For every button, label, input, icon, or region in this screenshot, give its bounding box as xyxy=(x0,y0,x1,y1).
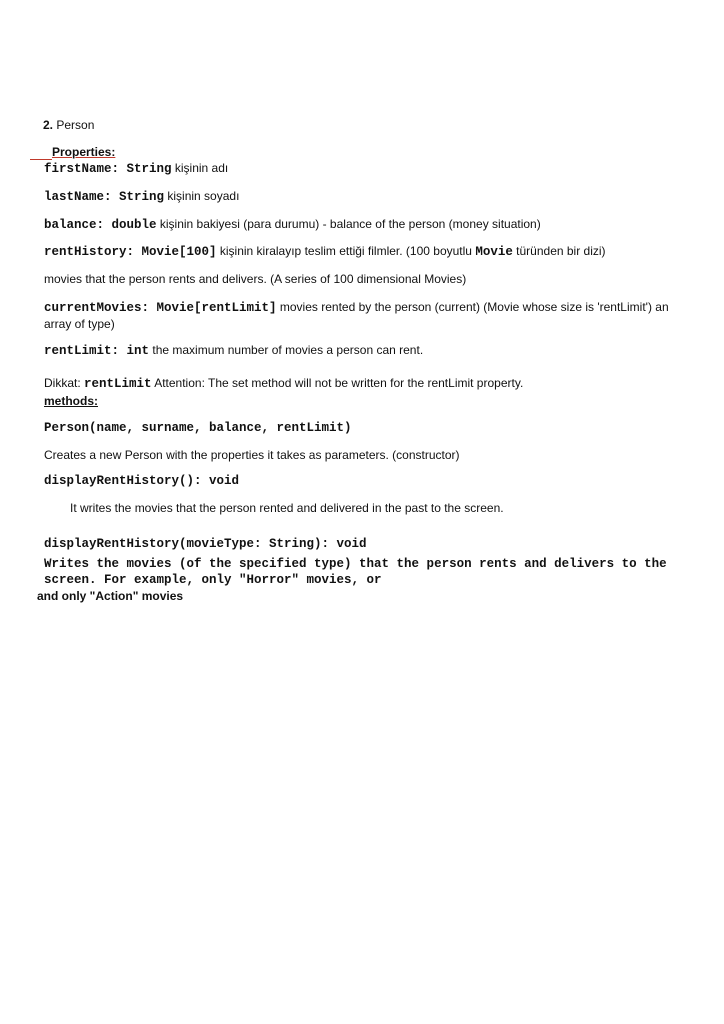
field-renthistory-english: movies that the person rents and delivers. (A series of 100 dimensional Movies) xyxy=(44,272,467,286)
field-currentmovies xyxy=(44,299,669,316)
properties-label: Properties: xyxy=(52,145,116,159)
field-currentmovies-cont: array of type) xyxy=(44,317,115,331)
field-rentlimit xyxy=(44,342,423,359)
field-code: currentMovies: Movie[rentLimit] xyxy=(44,301,277,315)
method-displayrenthistory-type-desc-2: screen. For example, only "Horror" movies, or xyxy=(44,573,382,587)
method-displayrenthistory-type-desc-3: and only "Action" movies xyxy=(37,589,184,603)
methods-label: methods: xyxy=(44,394,98,408)
field-code: lastName: String xyxy=(44,190,165,204)
field-code: firstName: String xyxy=(44,162,172,176)
section-title: Person xyxy=(56,118,95,132)
method-displayrenthistory-desc: It writes the movies that the person rented and delivered in the past to the screen. xyxy=(70,501,504,515)
field-desc: kişinin adı xyxy=(171,161,229,175)
method-constructor-desc: Creates a new Person with the properties it takes as parameters. (constructor) xyxy=(44,448,460,462)
field-desc: türünden bir dizi) xyxy=(512,244,606,258)
field-desc: the maximum number of movies a person can rent. xyxy=(149,343,424,357)
method-displayrenthistory-signature: displayRentHistory(): void xyxy=(44,474,240,488)
field-desc: kişinin kiralayıp teslim ettiği filmler. (100 boyutlu xyxy=(216,244,476,258)
note-text: Attention: The set method will not be written for the rentLimit property. xyxy=(151,376,524,390)
field-renthistory xyxy=(44,243,606,260)
field-balance xyxy=(44,216,541,233)
field-lastname xyxy=(44,188,239,205)
field-firstname xyxy=(44,160,228,177)
method-displayrenthistory-type-desc-1: Writes the movies (of the specified type) that the person rents and delivers to the xyxy=(44,557,667,571)
field-desc: kişinin soyadı xyxy=(164,189,240,203)
field-code: rentLimit: int xyxy=(44,344,150,358)
section-number: 2. xyxy=(43,118,54,132)
method-constructor-signature: Person(name, surname, balance, rentLimit) xyxy=(44,421,352,435)
inline-code: Movie xyxy=(475,245,513,259)
field-desc: kişinin bakiyesi (para durumu) - balance of the person (money situation) xyxy=(156,217,541,231)
field-code: balance: double xyxy=(44,218,157,232)
inline-code: rentLimit xyxy=(84,377,152,391)
attention-note xyxy=(44,375,523,392)
section-heading xyxy=(43,117,94,133)
note-prefix: Dikkat: xyxy=(44,376,85,390)
method-displayrenthistory-type-signature: displayRentHistory(movieType: String): void xyxy=(44,537,367,551)
field-desc: movies rented by the person (current) (Movie whose size is 'rentLimit') an xyxy=(276,300,669,314)
field-code: rentHistory: Movie[100] xyxy=(44,245,217,259)
